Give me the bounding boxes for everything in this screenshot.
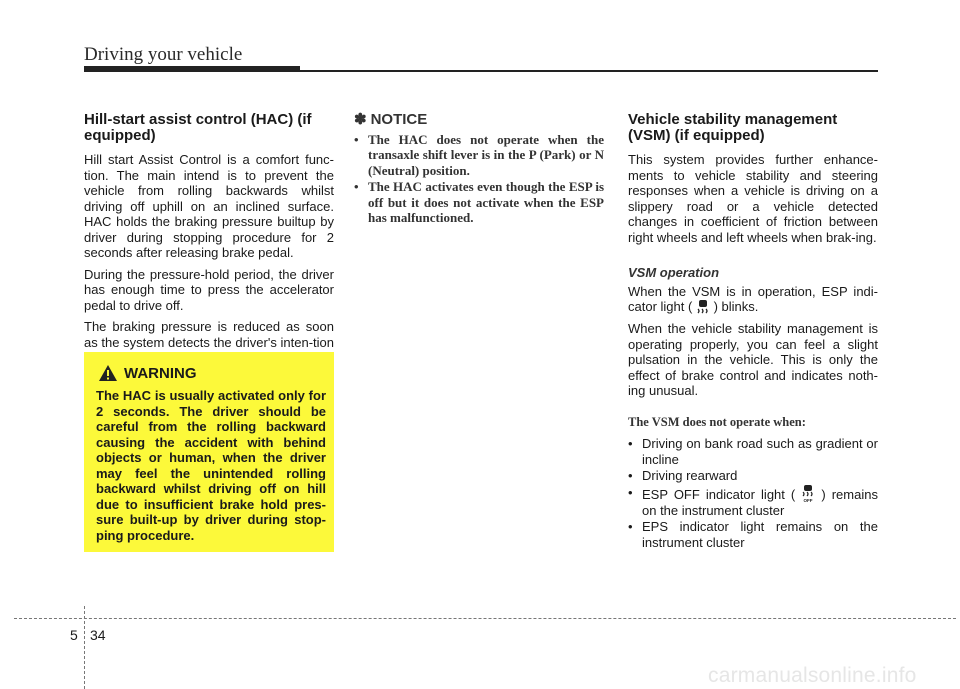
chapter-number: 5 (70, 627, 78, 643)
vsm-condition-text-after: ) remains on the instrument cluster (642, 486, 878, 518)
bullet-icon: • (354, 179, 359, 194)
esp-off-indicator-icon (801, 485, 815, 503)
hac-paragraph-2: During the pressure-hold period, the driver has enough time to press the accelerator pedal to drive off. (84, 266, 334, 313)
warning-text: The HAC is usually activated only for 2 seconds. The driver should be careful from the rolling backward causing the accident with behind objects or human, when the driver may feel the unintended rolling backward whilst driving off on hill due to insufficient brake hold pres-sure built-up by driver during stop-ping procedure. (96, 388, 326, 543)
hac-paragraph-1: Hill start Assist Control is a comfort func-tion. The main intend is to prevent the vehicle from rolling backwards whilst driving off uphill on an inclined surface. HAC holds the braking pressure builtup by driver during stopping procedure for 2 seconds after releasing brake pedal. (84, 152, 334, 260)
esp-indicator-icon (696, 299, 710, 315)
bullet-icon: • (628, 484, 633, 500)
warning-title: WARNING (124, 364, 197, 382)
notice-item (354, 179, 604, 226)
warning-box (84, 352, 334, 552)
vsm-condition-text-before: ESP OFF indicator light ( (642, 486, 796, 502)
notice-heading (354, 112, 604, 128)
bullet-icon: • (354, 131, 359, 147)
vsm-heading: Vehicle stability management (VSM) (if equipped) (628, 111, 838, 144)
list-item (628, 519, 878, 550)
page-header-title: Driving your vehicle (84, 44, 243, 65)
notice-list (354, 132, 604, 226)
header-rule-thin (300, 70, 878, 72)
vsm-condition-text: EPS indicator light remains on the instrument cluster (642, 519, 878, 550)
vsm-operation-heading: VSM operation (628, 265, 720, 280)
vsm-not-operate-heading: The VSM does not operate when: (628, 414, 806, 429)
warning-triangle-icon (98, 364, 118, 382)
list-item (628, 468, 878, 484)
list-item (628, 436, 878, 467)
notice-title: NOTICE (370, 111, 428, 128)
footer-divider-horizontal (14, 618, 956, 619)
warning-header (98, 364, 326, 382)
notice-item (354, 132, 604, 179)
vsm-section (628, 112, 878, 551)
hac-section (84, 112, 334, 372)
vsm-op-text-after: ) blinks. (713, 299, 759, 314)
notice-item-text: The HAC does not operate when the transaxle shift lever is in the P (Park) or N (Neutral) position. (368, 131, 604, 178)
list-item (628, 485, 878, 519)
vsm-operation-paragraph-2: When the vehicle stability management is operating properly, you can feel a slight pulsation in the vehicle. This is only the effect of brake control and indicates noth-ing unusual. (628, 321, 878, 398)
vsm-op-text-before: When the VSM is in operation, ESP indi-cator light ( (628, 283, 878, 314)
notice-star-icon: ✽ (354, 111, 367, 128)
vsm-condition-text: Driving rearward (642, 468, 738, 483)
bullet-icon: • (628, 436, 633, 451)
notice-item-text: The HAC activates even though the ESP is off but it does not activate when the ESP has malfunctioned. (368, 179, 604, 225)
footer-divider-vertical (84, 606, 85, 689)
hac-heading: Hill-start assist control (HAC) (if equipped) (84, 111, 312, 144)
header-rule-thick (84, 66, 300, 72)
bullet-icon: • (628, 519, 633, 534)
bullet-icon: • (628, 468, 633, 483)
page-number: 34 (90, 627, 106, 643)
vsm-operation-paragraph-1 (628, 284, 878, 316)
vsm-conditions-list (628, 436, 878, 550)
watermark: carmanualsonline.info (708, 664, 917, 687)
vsm-intro: This system provides further enhance-ments to vehicle stability and steering responses when a vehicle is driving on a slippery road or a vehicle detected changes in coefficient of friction between right wheels and left wheels when brak-ing. (628, 152, 878, 245)
esp-off-label: OFF (803, 497, 813, 503)
vsm-condition-text: Driving on bank road such as gradient or incline (642, 436, 878, 467)
notice-section (354, 112, 604, 227)
hac-paragraph-3: The braking pressure is reduced as soon as the system detects the driver's inten-tion (84, 319, 334, 350)
